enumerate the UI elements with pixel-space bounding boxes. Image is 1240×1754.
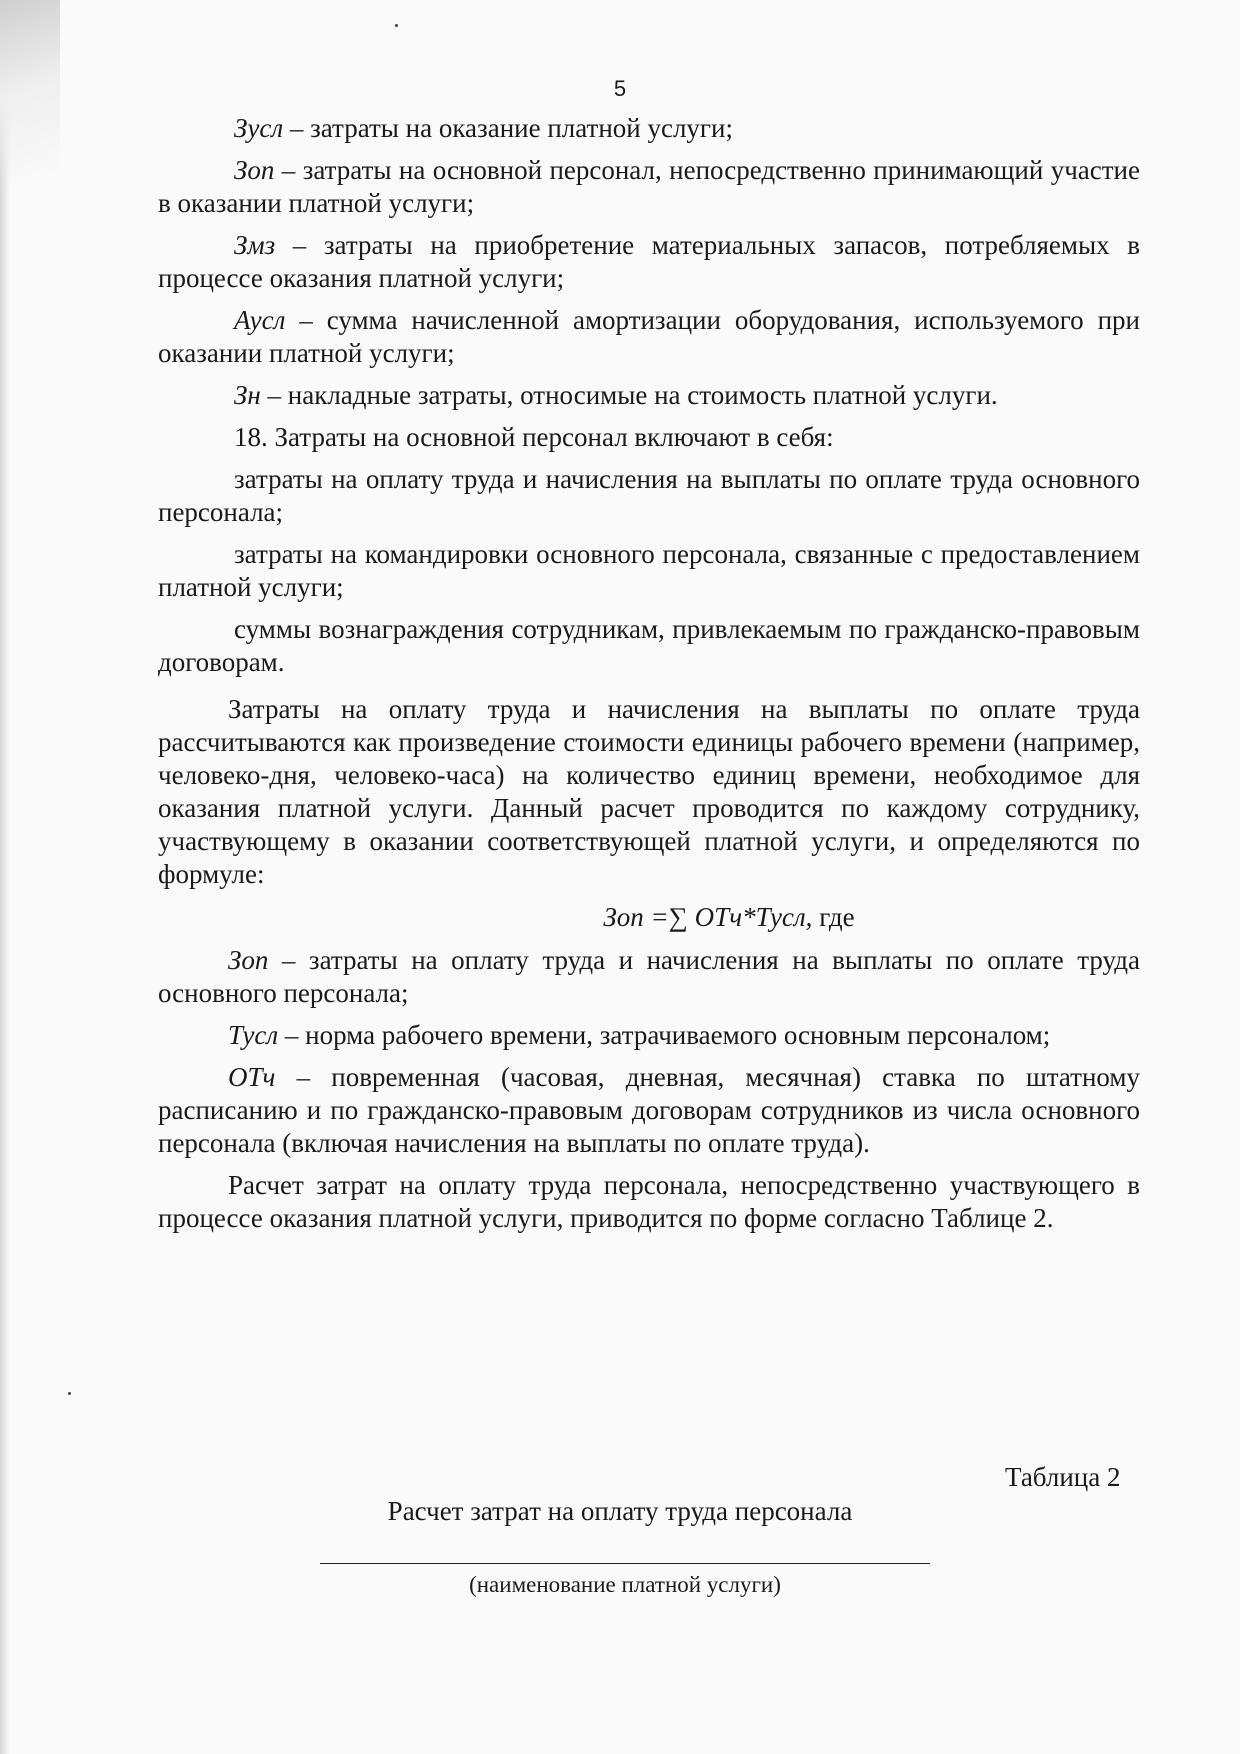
definition-term: Аусл <box>234 305 286 335</box>
definition-term: Змз <box>234 230 276 260</box>
definition-zusl <box>158 112 1140 145</box>
definition-text: – сумма начисленной амортизации оборудования, используемого при оказании платной услуги; <box>158 305 1140 368</box>
section-18-item: суммы вознаграждения сотрудникам, привлекаемым по гражданско-правовым договорам. <box>158 614 1140 677</box>
scan-edge <box>0 0 10 1754</box>
definition-term: Зоп <box>228 945 269 975</box>
scan-speck <box>68 1392 71 1395</box>
page-number: 5 <box>613 76 627 101</box>
scan-corner-shadow <box>0 0 60 260</box>
table-title: Расчет затрат на оплату труда персонала <box>387 1496 853 1526</box>
definition-zn <box>158 379 1140 412</box>
formula-suffix: где <box>812 902 855 932</box>
section-18-item: затраты на оплату труда и начисления на выплаты по оплате труда основного персонала; <box>158 464 1140 527</box>
formula-definition-zop <box>158 944 1140 1010</box>
formula-line <box>158 901 1140 934</box>
formula-expression: Зоп =∑ ОТч*Тусл, <box>603 902 813 932</box>
section-18-intro: 18. Затраты на основной персонал включают в себя: <box>234 422 834 452</box>
definition-text: – накладные затраты, относимые на стоимость платной услуги. <box>260 380 998 410</box>
definition-text: – затраты на оплату труда и начисления на выплаты по оплате труда основного персонала; <box>158 945 1140 1008</box>
definition-text: – затраты на приобретение материальных запасов, потребляемых в процессе оказания платной услуги; <box>158 230 1140 293</box>
table-caption: Таблица 2 <box>1005 1462 1121 1492</box>
section-18-item: затраты на командировки основного персонала, связанные с предоставлением платной услуги; <box>158 539 1140 602</box>
definition-ausl <box>158 304 1140 370</box>
definition-term: Зоп <box>234 155 275 185</box>
formula-definition-tusl <box>158 1019 1140 1052</box>
calculation-paragraph: Затраты на оплату труда и начисления на выплаты по оплате труда рассчитываются как произведение стоимости единицы рабочего времени (например, человеко-дня, человеко-часа) на количество единиц времени, необходимое для оказания платной услуги. Данный расчет проводится по каждому сотруднику, участвующему в оказании соответствующей платной услуги, и определяются по формуле: <box>158 694 1140 889</box>
formula-definition-otch <box>158 1061 1140 1160</box>
service-name-line <box>320 1563 930 1564</box>
scan-speck <box>395 24 398 27</box>
document-body <box>158 112 1140 1244</box>
definition-text: – затраты на оказание платной услуги; <box>283 113 733 143</box>
definition-term: Зн <box>234 380 261 410</box>
definition-text: – норма рабочего времени, затрачиваемого основным персоналом; <box>278 1020 1051 1050</box>
definition-term: Зусл <box>234 113 284 143</box>
definition-text: – повременная (часовая, дневная, месячная) ставка по штатному расписанию и по гражданско-правовым договорам сотрудников из числа основного персонала (включая начисления на выплаты по оплате труда). <box>158 1062 1140 1158</box>
table-reference-paragraph: Расчет затрат на оплату труда персонала, непосредственно участвующего в процессе оказания платной услуги, приводится по форме согласно Таблице 2. <box>158 1170 1140 1233</box>
service-name-caption: (наименование платной услуги) <box>469 1572 781 1597</box>
definition-term: ОТч <box>228 1062 276 1092</box>
definition-zop <box>158 154 1140 220</box>
definition-term: Тусл <box>228 1020 279 1050</box>
definition-zmz <box>158 229 1140 295</box>
definition-text: – затраты на основной персонал, непосредственно принимающий участие в оказании платной услуги; <box>158 155 1140 218</box>
